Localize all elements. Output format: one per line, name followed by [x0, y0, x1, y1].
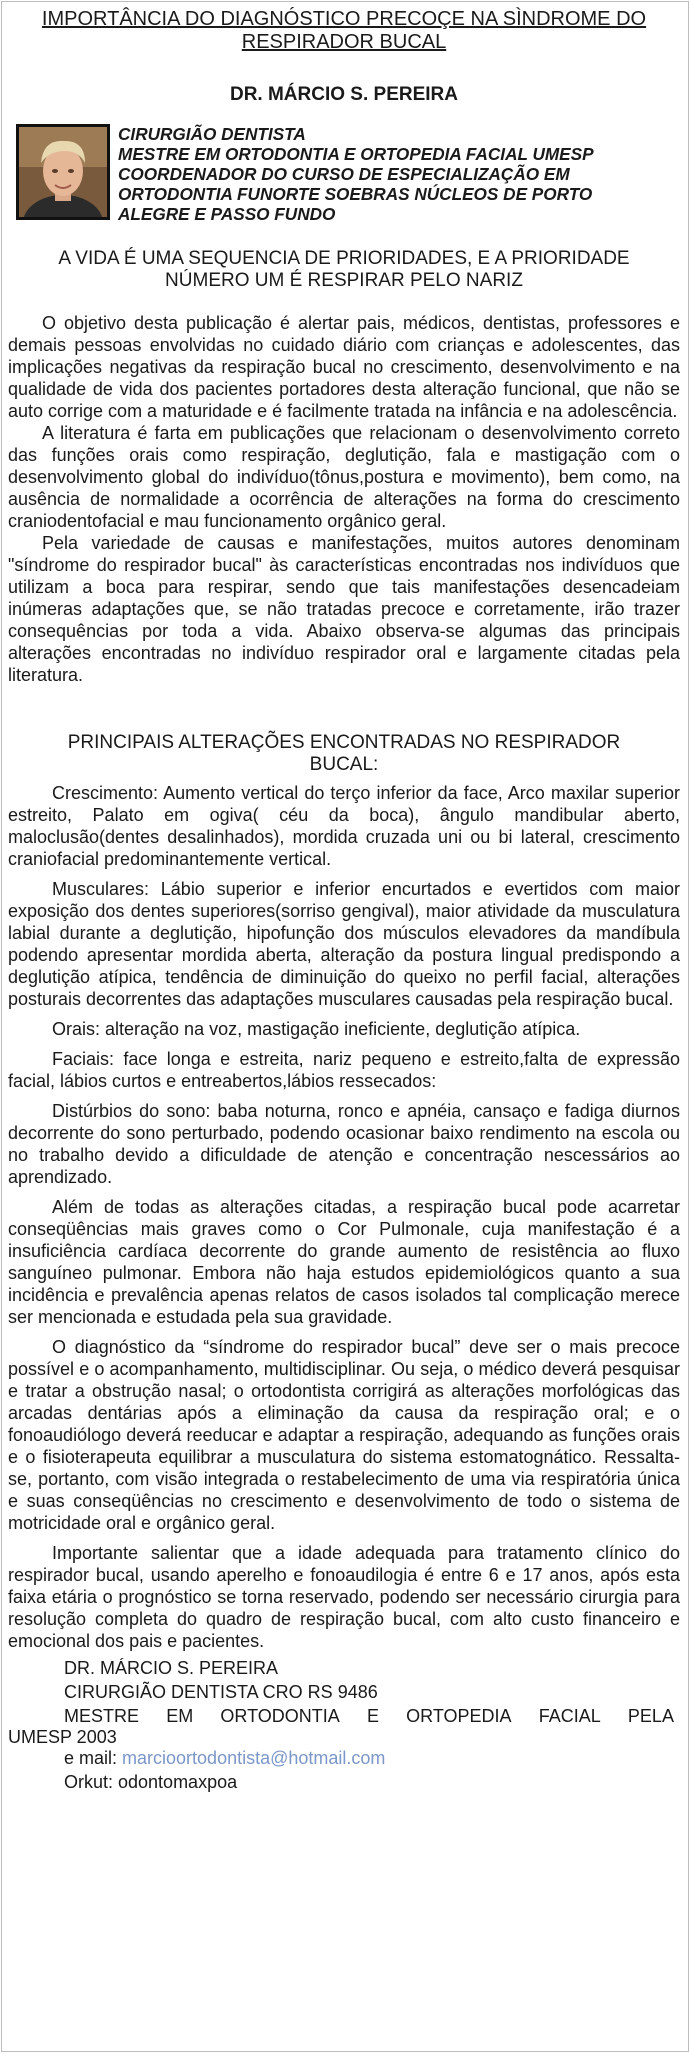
signature-name: DR. MÁRCIO S. PEREIRA: [64, 1658, 279, 1678]
author-photo: [16, 124, 110, 220]
credential-line: MESTRE EM ORTODONTIA E ORTOPEDIA FACIAL UMESP: [118, 144, 594, 164]
signature-email-line: [8, 1746, 680, 1770]
section-title: PRINCIPAIS ALTERAÇÕES ENCONTRADAS NO RESPIRADOR BUCAL:: [67, 732, 621, 775]
alteration-paragraph: Além de todas as alterações citadas, a respiração bucal pode acarretar conseqüências mais graves como o Cor Pulmonale, cuja manifestação é a insuficiência cardíaca decorrente do grande aumento de resistência ao fluxo sanguíneo pulmonar. Embora não haja estudos epidemiológicos quanto a sua incidência e prevalência apenas relatos de casos isolados tal complicação merece ser mencionada e estudada pela sua gravidade.: [8, 1197, 680, 1327]
article-title: IMPORTÂNCIA DO DIAGNÓSTICO PRECOÇE NA SÌNDROME DO RESPIRADOR BUCAL: [41, 8, 647, 53]
signature-role: CIRURGIÃO DENTISTA CRO RS 9486: [64, 1682, 378, 1702]
credential-line: ORTODONTIA FUNORTE SOEBRAS NÚCLEOS DE PORTO: [118, 184, 593, 204]
degree-word: E: [366, 1706, 379, 1726]
alteration-paragraph: Importante salientar que a idade adequada para tratamento clínico do respirador bucal, usando aperelho e fonoaudilogia é entre 6 e 17 anos, após esta faixa etária o prognóstico se torna reservado, podendo ser necessário cirurgia para resolução completa do quadro de respiração bucal, com alto custo financeiro e emocional dos pais e pacientes.: [8, 1543, 680, 1651]
author-credentials: [118, 124, 594, 224]
degree-word: EM: [166, 1706, 194, 1726]
signature-degree: [8, 1704, 680, 1728]
author-profile: [8, 124, 680, 224]
alteration-paragraph: Distúrbios do sono: baba noturna, ronco e apnéia, cansaço e fadiga diurnos decorrente do sono perturbado, podendo ocasionar baixo rendimento na escola ou no trabalho devido a dificuldade de atenção e concentração nescessários ao aprendizado.: [8, 1101, 680, 1187]
credential-line: ALEGRE E PASSO FUNDO: [118, 204, 336, 224]
intro-paragraph: A literatura é farta em publicações que relacionam o desenvolvimento correto das funções orais como respiração, deglutição, fala e mastigação com o desenvolvimento global do indivíduo(tônus,postura e movimento), bem como, na ausência de normalidade a ocorrência de alterações na forma do crescimento craniodentofacial e mau funcionamento orgânico geral.: [8, 423, 680, 531]
email-label: e mail:: [64, 1748, 118, 1768]
degree-word: ORTODONTIA: [220, 1706, 340, 1726]
portrait-image: [19, 127, 107, 217]
degree-word: FACIAL: [538, 1706, 601, 1726]
signature-degree-cont: UMESP 2003: [8, 1727, 117, 1747]
signature-block: [8, 1656, 680, 1794]
alteration-paragraph: Orais: alteração na voz, mastigação ineficiente, deglutição atípica.: [52, 1019, 581, 1039]
credential-line: CIRURGIÃO DENTISTA: [118, 124, 306, 144]
alteration-paragraph: Crescimento: Aumento vertical do terço inferior da face, Arco maxilar superior estreito, Palato em ogiva( céu da boca), ângulo mandibular aberto, maloclusão(dentes desalinhados), mordida cruzada uni ou bi lateral, crescimento craniofacial predominantemente vertical.: [8, 783, 680, 869]
credential-line: COORDENADOR DO CURSO DE ESPECIALIZAÇÃO EM: [118, 164, 570, 184]
article-page: [1, 1, 689, 2052]
alterations-section: [8, 782, 680, 1652]
degree-word: ORTOPEDIA: [406, 1706, 512, 1726]
alteration-paragraph: Musculares: Lábio superior e inferior encurtados e evertidos com maior exposição dos dentes superiores(sorriso gengival), maior atividade da musculatura labial durante a deglutição, hipofunção dos músculos elevadores da mandíbula podendo apresentar mordida aberta, alteração da postura lingual predispondo a deglutição atípica, tendência de diminuição do queixo no perfil facial, alterações posturais decorrentes das adaptações musculares causadas pela respiração bucal.: [8, 879, 680, 1009]
alteration-paragraph: Faciais: face longa e estreita, nariz pequeno e estreito,falta de expressão facial, lábios curtos e entreabertos,lábios ressecados:: [8, 1049, 680, 1091]
email-link[interactable]: marcioortodontista@hotmail.com: [122, 1748, 386, 1768]
alteration-paragraph: O diagnóstico da “síndrome do respirador bucal” deve ser o mais precoce possível e o acompanhamento, multidisciplinar. Ou seja, o médico deverá pesquisar e tratar a obstrução nasal; o ortodontista corrigirá as alterações morfológicas das arcadas dentárias após a eliminação da causa da respiração oral; e o fonoaudiólogo deverá reeducar e adaptar a respiração, adequando as funções orais e o fisioterapeuta equilibrar a musculatura do sistema estomatognático. Ressalta-se, portanto, com visão integrada o restabelecimento de uma via respiratória única e suas conseqüências no crescimento e desenvolvimento de todo o sistema de motricidade oral e orgânico geral.: [8, 1337, 680, 1533]
author-name: DR. MÁRCIO S. PEREIRA: [229, 84, 459, 105]
signature-orkut: Orkut: odontomaxpoa: [64, 1772, 238, 1792]
intro-paragraph: O objetivo desta publicação é alertar pais, médicos, dentistas, professores e demais pessoas envolvidas no cuidado diário com crianças e adolescentes, das implicações negativas da respiração bucal no crescimento, desenvolvimento e na qualidade de vida dos pacientes portadores desta alteração funcional, que não se auto corrige com a maturidade e é facilmente tratada na infância e na adolescência.: [8, 313, 680, 421]
degree-word: PELA: [627, 1706, 674, 1726]
degree-word: MESTRE: [64, 1706, 140, 1726]
intro-section: [8, 312, 680, 686]
motto-heading: A VIDA É UMA SEQUENCIA DE PRIORIDADES, E A PRIORIDADE NÚMERO UM É RESPIRAR PELO NARIZ: [58, 248, 630, 291]
intro-paragraph: Pela variedade de causas e manifestações, muitos autores denominam "síndrome do respirador bucal" às características encontradas nos indivíduos que utilizam a boca para respirar, sendo que tais manifestações desencadeiam inúmeras adaptações que, se não tratadas precoce e corretamente, irão trazer consequências por toda a vida. Abaixo observa-se algumas das principais alterações encontradas no indivíduo respirador oral e largamente citadas pela literatura.: [8, 533, 680, 685]
